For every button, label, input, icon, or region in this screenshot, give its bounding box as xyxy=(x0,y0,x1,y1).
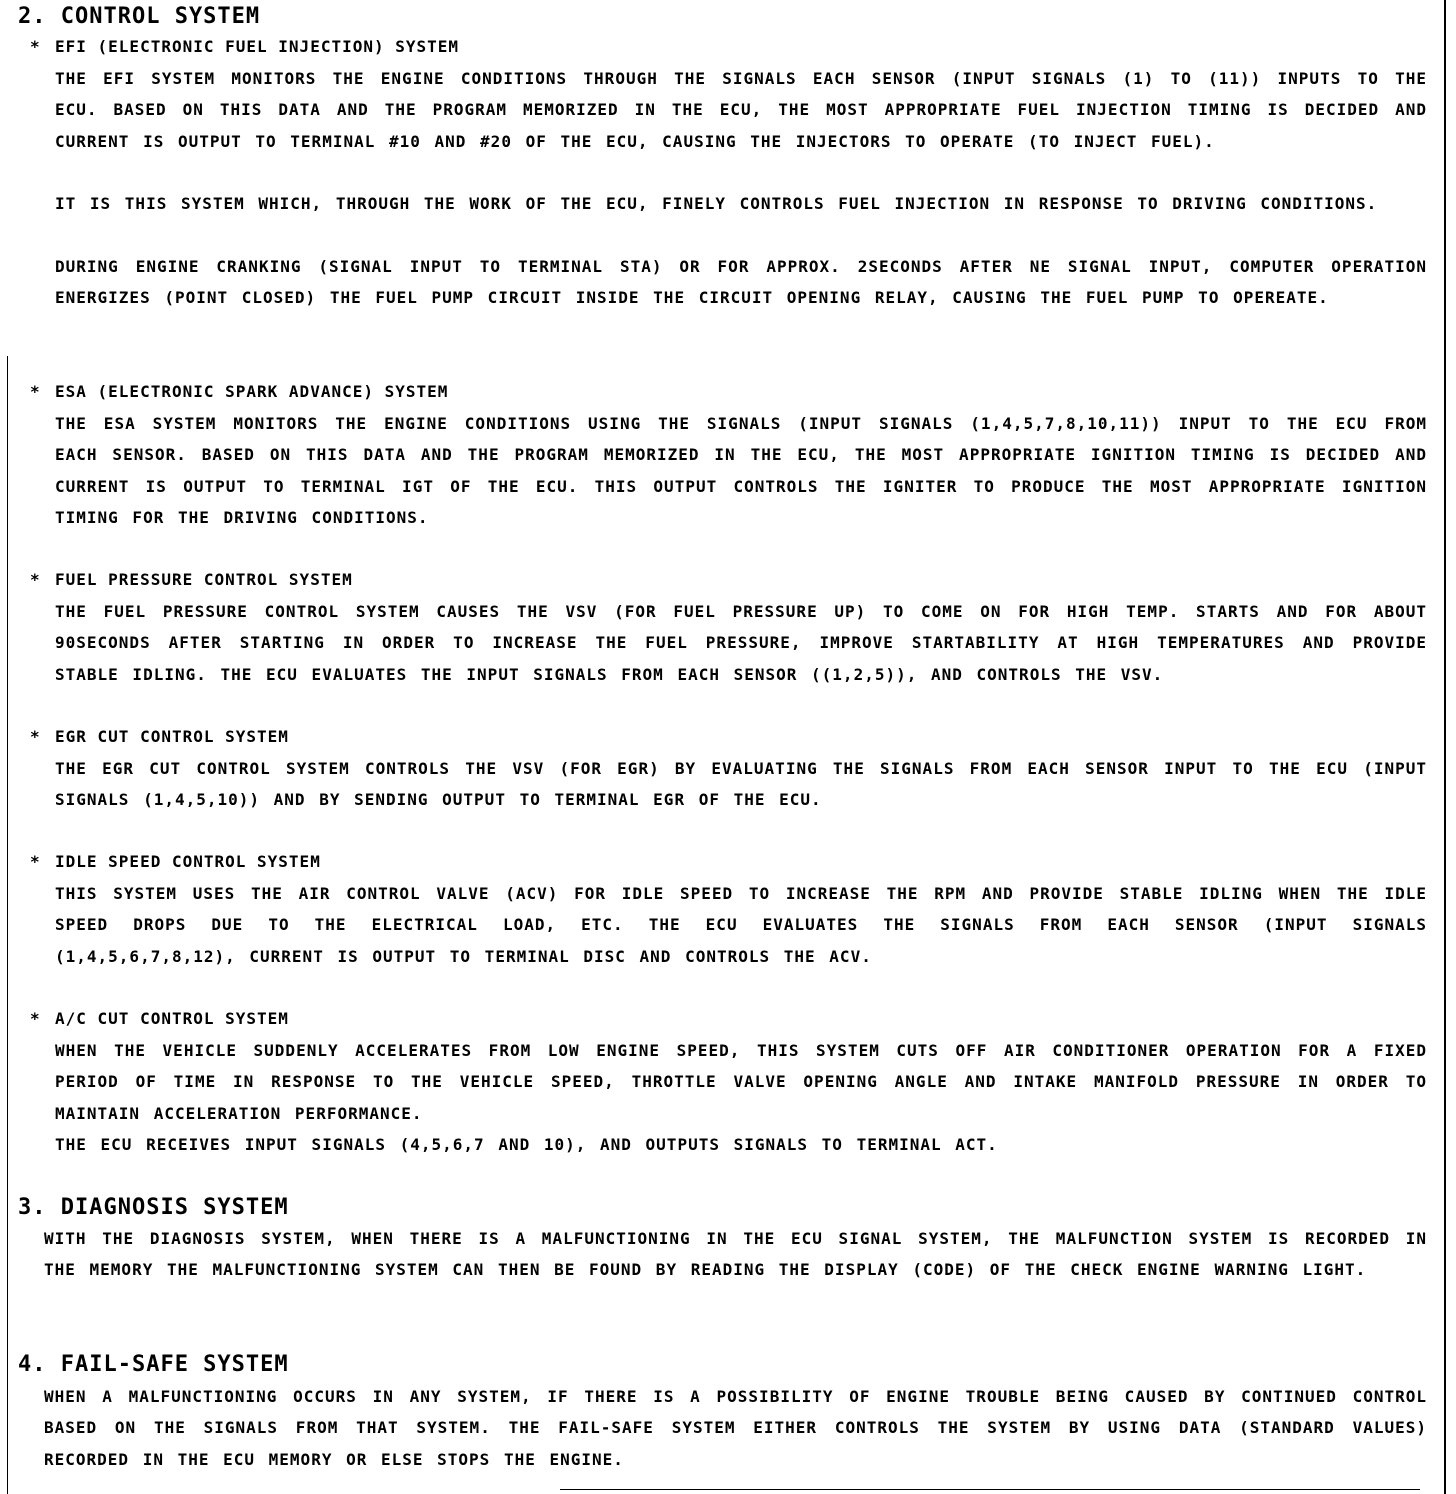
ac-cut-heading-text: A/C CUT CONTROL SYSTEM xyxy=(55,1009,289,1028)
egr-cut-paragraph-1: THE EGR CUT CONTROL SYSTEM CONTROLS THE VSV (FOR EGR) BY EVALUATING THE SIGNALS FROM EACH SENSOR INPUT TO THE ECU (INPUT SIGNALS (1,4,5,10)) AND BY SENDING OUTPUT TO TERMINAL EGR OF THE ECU. xyxy=(55,759,1427,810)
efi-paragraph-2: IT IS THIS SYSTEM WHICH, THROUGH THE WORK OF THE ECU, FINELY CONTROLS FUEL INJECTION IN RESPONSE TO DRIVING CONDITIONS. xyxy=(55,194,1378,213)
efi-heading xyxy=(30,36,459,58)
diagnosis-paragraph-1: WITH THE DIAGNOSIS SYSTEM, WHEN THERE IS A MALFUNCTIONING IN THE ECU SIGNAL SYSTEM, THE MALFUNCTION SYSTEM IS RECORDED IN THE MEMORY THE MALFUNCTIONING SYSTEM CAN THEN BE FOUND BY READING THE DISPLAY (CODE) OF THE CHECK ENGINE WARNING LIGHT. xyxy=(44,1229,1427,1280)
esa-heading-text: ESA (ELECTRONIC SPARK ADVANCE) SYSTEM xyxy=(55,382,449,401)
bullet-icon: * xyxy=(30,570,41,589)
esa-paragraph-1: THE ESA SYSTEM MONITORS THE ENGINE CONDITIONS USING THE SIGNALS (INPUT SIGNALS (1,4,5,7,8,10,11)) INPUT TO THE ECU FROM EACH SENSOR. BASED ON THIS DATA AND THE PROGRAM MEMORIZED IN THE ECU, THE MOST APPROPRIATE IGNITION TIMING IS DECIDED AND CURRENT IS OUTPUT TO TERMINAL IGT OF THE ECU. THIS OUTPUT CONTROLS THE IGNITER TO PRODUCE THE MOST APPROPRIATE IGNITION TIMING FOR THE DRIVING CONDITIONS. xyxy=(55,414,1427,527)
efi-paragraph-1: THE EFI SYSTEM MONITORS THE ENGINE CONDITIONS THROUGH THE SIGNALS EACH SENSOR (INPUT SIGNALS (1) TO (11)) INPUTS TO THE ECU. BASED ON THIS DATA AND THE PROGRAM MEMORIZED IN THE ECU, THE MOST APPROPRIATE FUEL INJECTION TIMING IS DECIDED AND CURRENT IS OUTPUT TO TERMINAL #10 AND #20 OF THE ECU, CAUSING THE INJECTORS TO OPERATE (TO INJECT FUEL). xyxy=(55,69,1427,151)
ac-cut-paragraph-2: THE ECU RECEIVES INPUT SIGNALS (4,5,6,7 AND 10), AND OUTPUTS SIGNALS TO TERMINAL ACT. xyxy=(55,1135,998,1154)
ac-cut-paragraph-1: WHEN THE VEHICLE SUDDENLY ACCELERATES FROM LOW ENGINE SPEED, THIS SYSTEM CUTS OFF AIR CONDITIONER OPERATION FOR A FIXED PERIOD OF TIME IN RESPONSE TO THE VEHICLE SPEED, THROTTLE VALVE OPENING ANGLE AND INTAKE MANIFOLD PRESSURE IN ORDER TO MAINTAIN ACCELERATION PERFORMANCE. xyxy=(55,1041,1427,1123)
bullet-icon: * xyxy=(30,37,41,56)
fail-safe-paragraph-1: WHEN A MALFUNCTIONING OCCURS IN ANY SYSTEM, IF THERE IS A POSSIBILITY OF ENGINE TROUBLE BEING CAUSED BY CONTINUED CONTROL BASED ON THE SIGNALS FROM THAT SYSTEM. THE FAIL-SAFE SYSTEM EITHER CONTROLS THE SYSTEM BY USING DATA (STANDARD VALUES) RECORDED IN THE ECU MEMORY OR ELSE STOPS THE ENGINE. xyxy=(44,1387,1427,1469)
fuel-pressure-heading-text: FUEL PRESSURE CONTROL SYSTEM xyxy=(55,570,353,589)
section-title-diagnosis-system: 3. DIAGNOSIS SYSTEM xyxy=(18,1195,289,1220)
bullet-icon: * xyxy=(30,727,41,746)
idle-speed-heading xyxy=(30,851,321,873)
page-bottom-border xyxy=(560,1489,1420,1490)
efi-paragraph-3: DURING ENGINE CRANKING (SIGNAL INPUT TO TERMINAL STA) OR FOR APPROX. 2SECONDS AFTER NE SIGNAL INPUT, COMPUTER OPERATION ENERGIZES (POINT CLOSED) THE FUEL PUMP CIRCUIT INSIDE THE CIRCUIT OPENING RELAY, CAUSING THE FUEL PUMP TO OPEREATE. xyxy=(55,257,1427,308)
ac-cut-heading xyxy=(30,1008,289,1030)
fuel-pressure-paragraph-1: THE FUEL PRESSURE CONTROL SYSTEM CAUSES THE VSV (FOR FUEL PRESSURE UP) TO COME ON FOR HIGH TEMP. STARTS AND FOR ABOUT 90SECONDS AFTER STARTING IN ORDER TO INCREASE THE FUEL PRESSURE, IMPROVE STARTABILITY AT HIGH TEMPERATURES AND PROVIDE STABLE IDLING. THE ECU EVALUATES THE INPUT SIGNALS FROM EACH SENSOR ((1,2,5)), AND CONTROLS THE VSV. xyxy=(55,602,1427,684)
bullet-icon: * xyxy=(30,382,41,401)
section-title-control-system: 2. CONTROL SYSTEM xyxy=(18,4,261,29)
efi-heading-text: EFI (ELECTRONIC FUEL INJECTION) SYSTEM xyxy=(55,37,460,56)
bullet-icon: * xyxy=(30,852,41,871)
egr-cut-heading-text: EGR CUT CONTROL SYSTEM xyxy=(55,727,289,746)
page-left-border xyxy=(7,356,8,1494)
egr-cut-heading xyxy=(30,726,289,748)
idle-speed-paragraph-1: THIS SYSTEM USES THE AIR CONTROL VALVE (ACV) FOR IDLE SPEED TO INCREASE THE RPM AND PROVIDE STABLE IDLING WHEN THE IDLE SPEED DROPS DUE TO THE ELECTRICAL LOAD, ETC. THE ECU EVALUATES THE SIGNALS FROM EACH SENSOR (INPUT SIGNALS (1,4,5,6,7,8,12), CURRENT IS OUTPUT TO TERMINAL DISC AND CONTROLS THE ACV. xyxy=(55,884,1427,966)
fuel-pressure-heading xyxy=(30,569,353,591)
idle-speed-heading-text: IDLE SPEED CONTROL SYSTEM xyxy=(55,852,321,871)
page-right-border xyxy=(1444,0,1446,1494)
bullet-icon: * xyxy=(30,1009,41,1028)
section-title-fail-safe-system: 4. FAIL-SAFE SYSTEM xyxy=(18,1352,289,1377)
esa-heading xyxy=(30,381,448,403)
